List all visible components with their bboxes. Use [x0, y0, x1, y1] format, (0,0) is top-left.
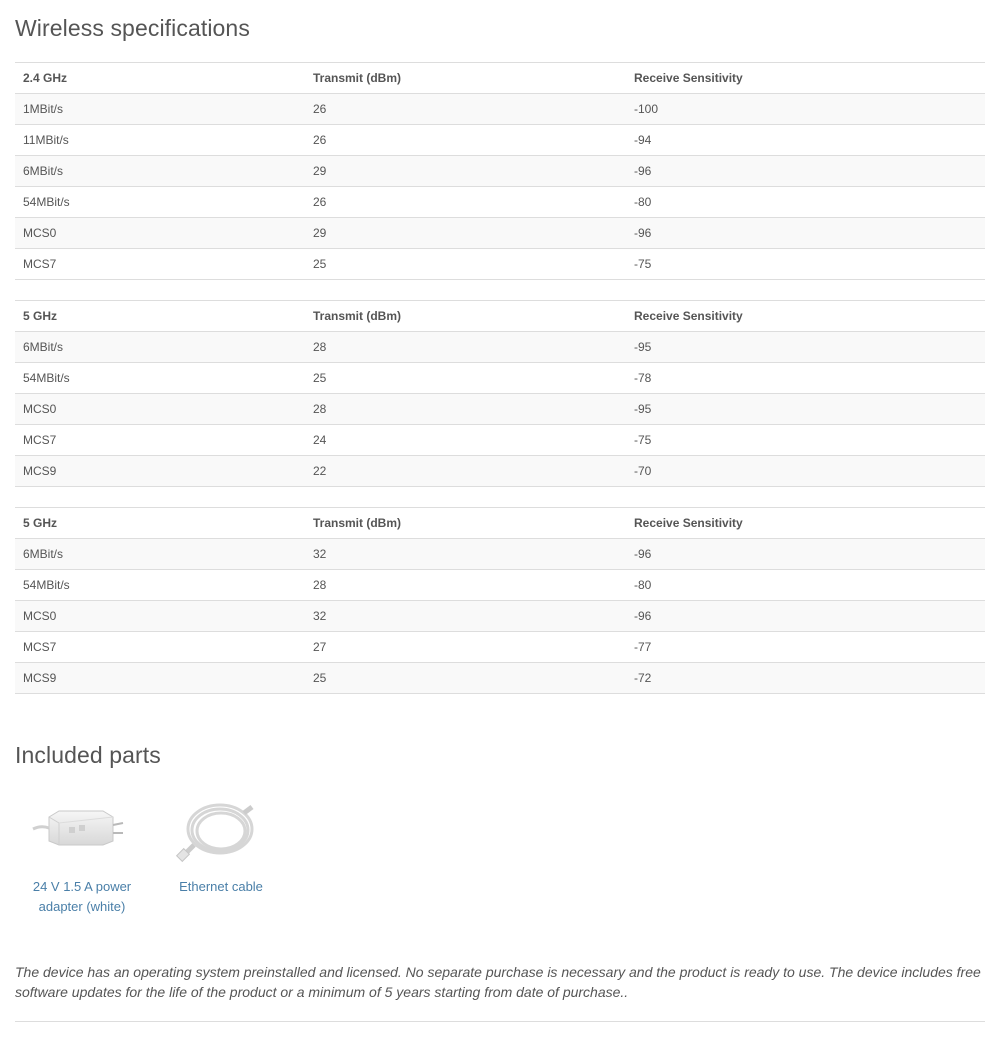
transmit-cell: 32	[305, 601, 626, 632]
header-band: 2.4 GHz	[15, 63, 305, 94]
header-receive-sensitivity: Receive Sensitivity	[626, 508, 985, 539]
rate-cell: MCS7	[15, 425, 305, 456]
table-row	[15, 425, 985, 456]
table-row	[15, 539, 985, 570]
transmit-cell: 24	[305, 425, 626, 456]
table-row	[15, 601, 985, 632]
receive-sensitivity-cell: -78	[626, 363, 985, 394]
rate-cell: 6MBit/s	[15, 156, 305, 187]
transmit-cell: 26	[305, 125, 626, 156]
rate-cell: 11MBit/s	[15, 125, 305, 156]
part-ethernet-cable[interactable]	[154, 795, 288, 897]
table-row	[15, 94, 985, 125]
table-header-row	[15, 301, 985, 332]
rate-cell: 54MBit/s	[15, 363, 305, 394]
header-transmit: Transmit (dBm)	[305, 508, 626, 539]
power-adapter-icon[interactable]	[15, 795, 149, 865]
license-note: The device has an operating system preinstalled and licensed. No separate purchase is necessary and the product is ready to use. The device includes free software updates for the life of the product or a minimum of 5 years starting from date of purchase..	[15, 964, 981, 1000]
divider	[15, 1021, 985, 1022]
receive-sensitivity-cell: -100	[626, 94, 985, 125]
receive-sensitivity-cell: -94	[626, 125, 985, 156]
receive-sensitivity-cell: -75	[626, 425, 985, 456]
rate-cell: MCS7	[15, 249, 305, 280]
included-parts-title: Included parts	[15, 742, 161, 768]
table-row	[15, 394, 985, 425]
transmit-cell: 28	[305, 394, 626, 425]
header-transmit: Transmit (dBm)	[305, 63, 626, 94]
transmit-cell: 32	[305, 539, 626, 570]
part-power-adapter[interactable]	[15, 795, 149, 917]
rate-cell: MCS0	[15, 601, 305, 632]
transmit-cell: 29	[305, 156, 626, 187]
table-row	[15, 570, 985, 601]
receive-sensitivity-cell: -80	[626, 570, 985, 601]
receive-sensitivity-cell: -75	[626, 249, 985, 280]
receive-sensitivity-cell: -95	[626, 332, 985, 363]
rate-cell: 54MBit/s	[15, 187, 305, 218]
table-row	[15, 187, 985, 218]
receive-sensitivity-cell: -96	[626, 218, 985, 249]
table-row	[15, 456, 985, 487]
table-row	[15, 218, 985, 249]
header-receive-sensitivity: Receive Sensitivity	[626, 301, 985, 332]
transmit-cell: 28	[305, 332, 626, 363]
header-transmit: Transmit (dBm)	[305, 301, 626, 332]
ethernet-cable-icon[interactable]	[154, 795, 288, 865]
table-row	[15, 125, 985, 156]
table-row	[15, 363, 985, 394]
table-header-row	[15, 63, 985, 94]
receive-sensitivity-cell: -96	[626, 539, 985, 570]
power-adapter-label[interactable]: 24 V 1.5 A power adapter (white)	[32, 879, 132, 914]
transmit-cell: 22	[305, 456, 626, 487]
rate-cell: MCS9	[15, 456, 305, 487]
transmit-cell: 29	[305, 218, 626, 249]
spec-table-2-4ghz	[15, 62, 985, 280]
rate-cell: 6MBit/s	[15, 539, 305, 570]
transmit-cell: 26	[305, 187, 626, 218]
header-receive-sensitivity: Receive Sensitivity	[626, 63, 985, 94]
transmit-cell: 26	[305, 94, 626, 125]
header-band: 5 GHz	[15, 508, 305, 539]
transmit-cell: 25	[305, 663, 626, 694]
table-row	[15, 332, 985, 363]
transmit-cell: 27	[305, 632, 626, 663]
receive-sensitivity-cell: -95	[626, 394, 985, 425]
receive-sensitivity-cell: -77	[626, 632, 985, 663]
table-row	[15, 249, 985, 280]
transmit-cell: 25	[305, 249, 626, 280]
rate-cell: 1MBit/s	[15, 94, 305, 125]
table-row	[15, 156, 985, 187]
receive-sensitivity-cell: -72	[626, 663, 985, 694]
rate-cell: 6MBit/s	[15, 332, 305, 363]
receive-sensitivity-cell: -96	[626, 601, 985, 632]
header-band: 5 GHz	[15, 301, 305, 332]
receive-sensitivity-cell: -80	[626, 187, 985, 218]
transmit-cell: 28	[305, 570, 626, 601]
rate-cell: MCS0	[15, 218, 305, 249]
rate-cell: MCS0	[15, 394, 305, 425]
spec-table-5ghz-a	[15, 300, 985, 487]
transmit-cell: 25	[305, 363, 626, 394]
receive-sensitivity-cell: -70	[626, 456, 985, 487]
table-header-row	[15, 508, 985, 539]
table-row	[15, 632, 985, 663]
rate-cell: MCS9	[15, 663, 305, 694]
rate-cell: MCS7	[15, 632, 305, 663]
table-row	[15, 663, 985, 694]
receive-sensitivity-cell: -96	[626, 156, 985, 187]
rate-cell: 54MBit/s	[15, 570, 305, 601]
ethernet-cable-label[interactable]: Ethernet cable	[179, 879, 263, 894]
spec-table-5ghz-b	[15, 507, 985, 694]
wireless-specifications-title: Wireless specifications	[15, 15, 250, 41]
